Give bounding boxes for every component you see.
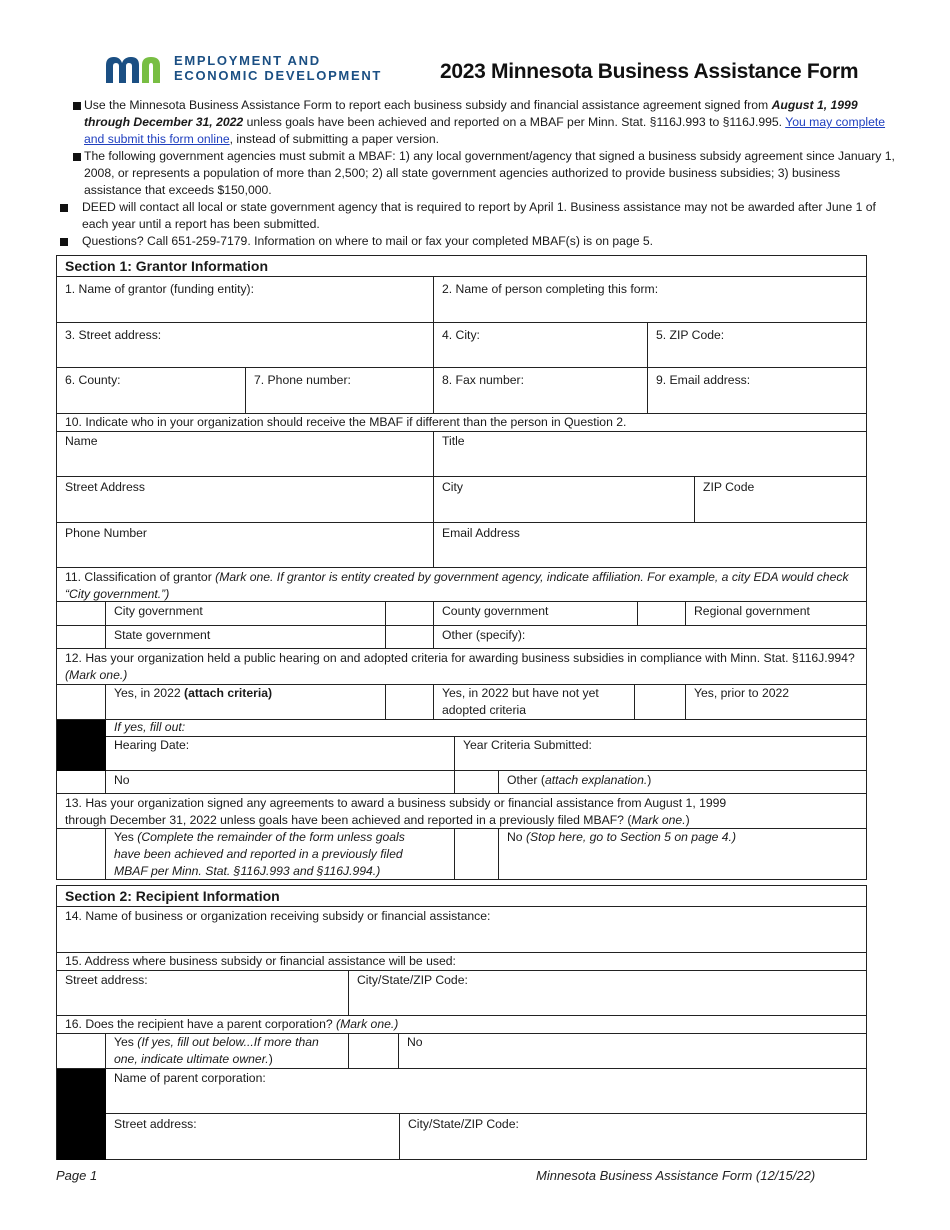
q10-street-field[interactable]: Street Address bbox=[57, 477, 434, 523]
mn-logo-icon bbox=[106, 55, 166, 83]
q3-street-address-field[interactable]: 3. Street address: bbox=[57, 323, 434, 368]
q12-other-checkbox[interactable] bbox=[455, 771, 499, 794]
q12-yes-2022-checkbox[interactable] bbox=[57, 685, 106, 720]
q14-business-name-field[interactable]: 14. Name of business or organization receiving subsidy or financial assistance: bbox=[57, 907, 866, 953]
q16-yes-checkbox[interactable] bbox=[57, 1034, 106, 1069]
q16-label: 16. Does the recipient have a parent corporation? (Mark one.) bbox=[57, 1016, 866, 1034]
logo-line-2: ECONOMIC DEVELOPMENT bbox=[174, 68, 383, 83]
q15-label: 15. Address where business subsidy or financial assistance will be used: bbox=[57, 953, 866, 971]
q11-other-specify-field[interactable]: Other (specify): bbox=[434, 626, 866, 649]
q11-regional-label: Regional government bbox=[686, 602, 866, 626]
q12-blacked-out-cell bbox=[57, 720, 106, 771]
form-version: Minnesota Business Assistance Form (12/15/22) bbox=[536, 1168, 816, 1183]
q11-regional-checkbox[interactable] bbox=[638, 602, 686, 626]
section-2-recipient-information bbox=[56, 885, 867, 1160]
q12-hearing-date-field[interactable]: Hearing Date: bbox=[106, 737, 455, 771]
q15-street-field[interactable]: Street address: bbox=[57, 971, 349, 1016]
q13-yes-checkbox[interactable] bbox=[57, 829, 106, 880]
q16-yes-label: Yes (If yes, fill out below...If more than one, indicate ultimate owner.) bbox=[106, 1034, 349, 1069]
q4-city-field[interactable]: 4. City: bbox=[434, 323, 648, 368]
q2-person-completing-field[interactable]: 2. Name of person completing this form: bbox=[434, 277, 866, 323]
q11-label: 11. Classification of grantor (Mark one. If grantor is entity created by government agency, indicate affiliation. For example, a city EDA would check “City government.”) bbox=[57, 568, 866, 602]
q11-county-checkbox[interactable] bbox=[386, 602, 434, 626]
q13-label: 13. Has your organization signed any agreements to award a business subsidy or financial assistance from August 1, 1999 through December 31, 2022 unless goals have been achieved and reported in a previously filed MBAF? (Mark one.) bbox=[57, 794, 866, 829]
q16-city-state-zip-field[interactable]: City/State/ZIP Code: bbox=[408, 1117, 519, 1131]
q16-no-checkbox[interactable] bbox=[349, 1034, 399, 1069]
q12-yes-2022-not-adopted-checkbox[interactable] bbox=[386, 685, 434, 720]
intro-bullet-1: Use the Minnesota Business Assistance Form to report each business subsidy and financial assistance agreement signed from August 1, 1999 through December 31, 2022 unless goals have been achieved and reported on a MBAF per Minn. Stat. §116J.993 to §116J.995. You may complete and submit this form online, instead of submitting a paper version. bbox=[56, 97, 896, 148]
online-form-link[interactable]: You may complete and submit this form online bbox=[84, 115, 886, 146]
logo-line-1: EMPLOYMENT AND bbox=[174, 53, 321, 68]
q9-email-field[interactable]: 9. Email address: bbox=[648, 368, 866, 414]
q6-county-field[interactable]: 6. County: bbox=[57, 368, 246, 414]
section-1-grantor-information bbox=[56, 255, 867, 880]
q8-fax-field[interactable]: 8. Fax number: bbox=[434, 368, 648, 414]
section-1-heading: Section 1: Grantor Information bbox=[57, 256, 866, 277]
q12-label: 12. Has your organization held a public hearing on and adopted criteria for awarding business subsidies in compliance with Minn. Stat. §116J.994? (Mark one.) bbox=[57, 649, 866, 685]
q11-other-checkbox[interactable] bbox=[386, 626, 434, 649]
section-2-heading: Section 2: Recipient Information bbox=[57, 886, 866, 907]
q16-street-field[interactable]: Street address: bbox=[106, 1114, 400, 1160]
page-title: 2023 Minnesota Business Assistance Form bbox=[440, 60, 859, 83]
bullet-square-icon bbox=[60, 238, 68, 246]
q10-zip-field[interactable]: ZIP Code bbox=[695, 477, 866, 523]
intro-instructions bbox=[56, 97, 896, 250]
q12-yes-prior-checkbox[interactable] bbox=[635, 685, 686, 720]
intro-bullet-4: Questions? Call 651-259-7179. Information on where to mail or fax your completed MBAF(s) is on page 5. bbox=[56, 233, 896, 250]
q11-city-label: City government bbox=[106, 602, 386, 626]
q12-yes-2022-not-adopted-label: Yes, in 2022 but have not yet adopted criteria bbox=[434, 685, 635, 720]
q12-no-label: No bbox=[106, 771, 455, 794]
q7-phone-field[interactable]: 7. Phone number: bbox=[246, 368, 434, 414]
q12-no-checkbox[interactable] bbox=[57, 771, 106, 794]
q16-parent-corporation-field[interactable]: Name of parent corporation: bbox=[106, 1069, 866, 1114]
q10-name-field[interactable]: Name bbox=[57, 432, 434, 477]
q12-yes-2022-label: Yes, in 2022 (attach criteria) bbox=[106, 685, 386, 720]
deed-logo bbox=[106, 53, 406, 87]
q1-grantor-name-field[interactable]: 1. Name of grantor (funding entity): bbox=[57, 277, 434, 323]
q10-title-field[interactable]: Title bbox=[434, 432, 866, 477]
q13-no-label: No (Stop here, go to Section 5 on page 4.) bbox=[499, 829, 866, 880]
bullet-square-icon bbox=[73, 102, 81, 110]
intro-bullet-2: The following government agencies must submit a MBAF: 1) any local government/agency that signed a business subsidy agreement since January 1, 2008, or represents a population of more than 2,500; 2) all state government agencies authorized to provide business subsidies; 3) business assistance that exceeds $150,000. bbox=[56, 148, 896, 199]
q10-city-field[interactable]: City bbox=[434, 477, 695, 523]
q12-other-label: Other (attach explanation.) bbox=[499, 771, 866, 794]
q13-no-checkbox[interactable] bbox=[455, 829, 499, 880]
q11-state-label: State government bbox=[106, 626, 386, 649]
q10-label: 10. Indicate who in your organization should receive the MBAF if different than the person in Question 2. bbox=[57, 414, 866, 432]
bullet-square-icon bbox=[60, 204, 68, 212]
page-number: Page 1 bbox=[56, 1168, 98, 1183]
bullet-square-icon bbox=[73, 153, 81, 161]
q12-if-yes-label: If yes, fill out: bbox=[106, 720, 866, 737]
q5-zip-field[interactable]: 5. ZIP Code: bbox=[648, 323, 866, 368]
q12-yes-prior-label: Yes, prior to 2022 bbox=[686, 685, 866, 720]
q16-no-label: No bbox=[399, 1034, 866, 1069]
q16-blacked-out-cell bbox=[57, 1069, 106, 1160]
q15-city-state-zip-field[interactable]: City/State/ZIP Code: bbox=[349, 971, 866, 1016]
q10-phone-field[interactable]: Phone Number bbox=[57, 523, 434, 568]
q10-email-field[interactable]: Email Address bbox=[434, 523, 866, 568]
q11-county-label: County government bbox=[434, 602, 638, 626]
q13-yes-label: Yes (Complete the remainder of the form unless goals have been achieved and reported in a previously filed MBAF per Minn. Stat. §116J.993 and §116J.994.) bbox=[106, 829, 455, 880]
q11-state-checkbox[interactable] bbox=[57, 626, 106, 649]
intro-bullet-3: DEED will contact all local or state government agency that is required to report by April 1. Business assistance may not be awarded after June 1 of each year until a report has been submitted. bbox=[56, 199, 896, 233]
q12-year-criteria-field[interactable]: Year Criteria Submitted: bbox=[455, 737, 866, 771]
q11-city-checkbox[interactable] bbox=[57, 602, 106, 626]
